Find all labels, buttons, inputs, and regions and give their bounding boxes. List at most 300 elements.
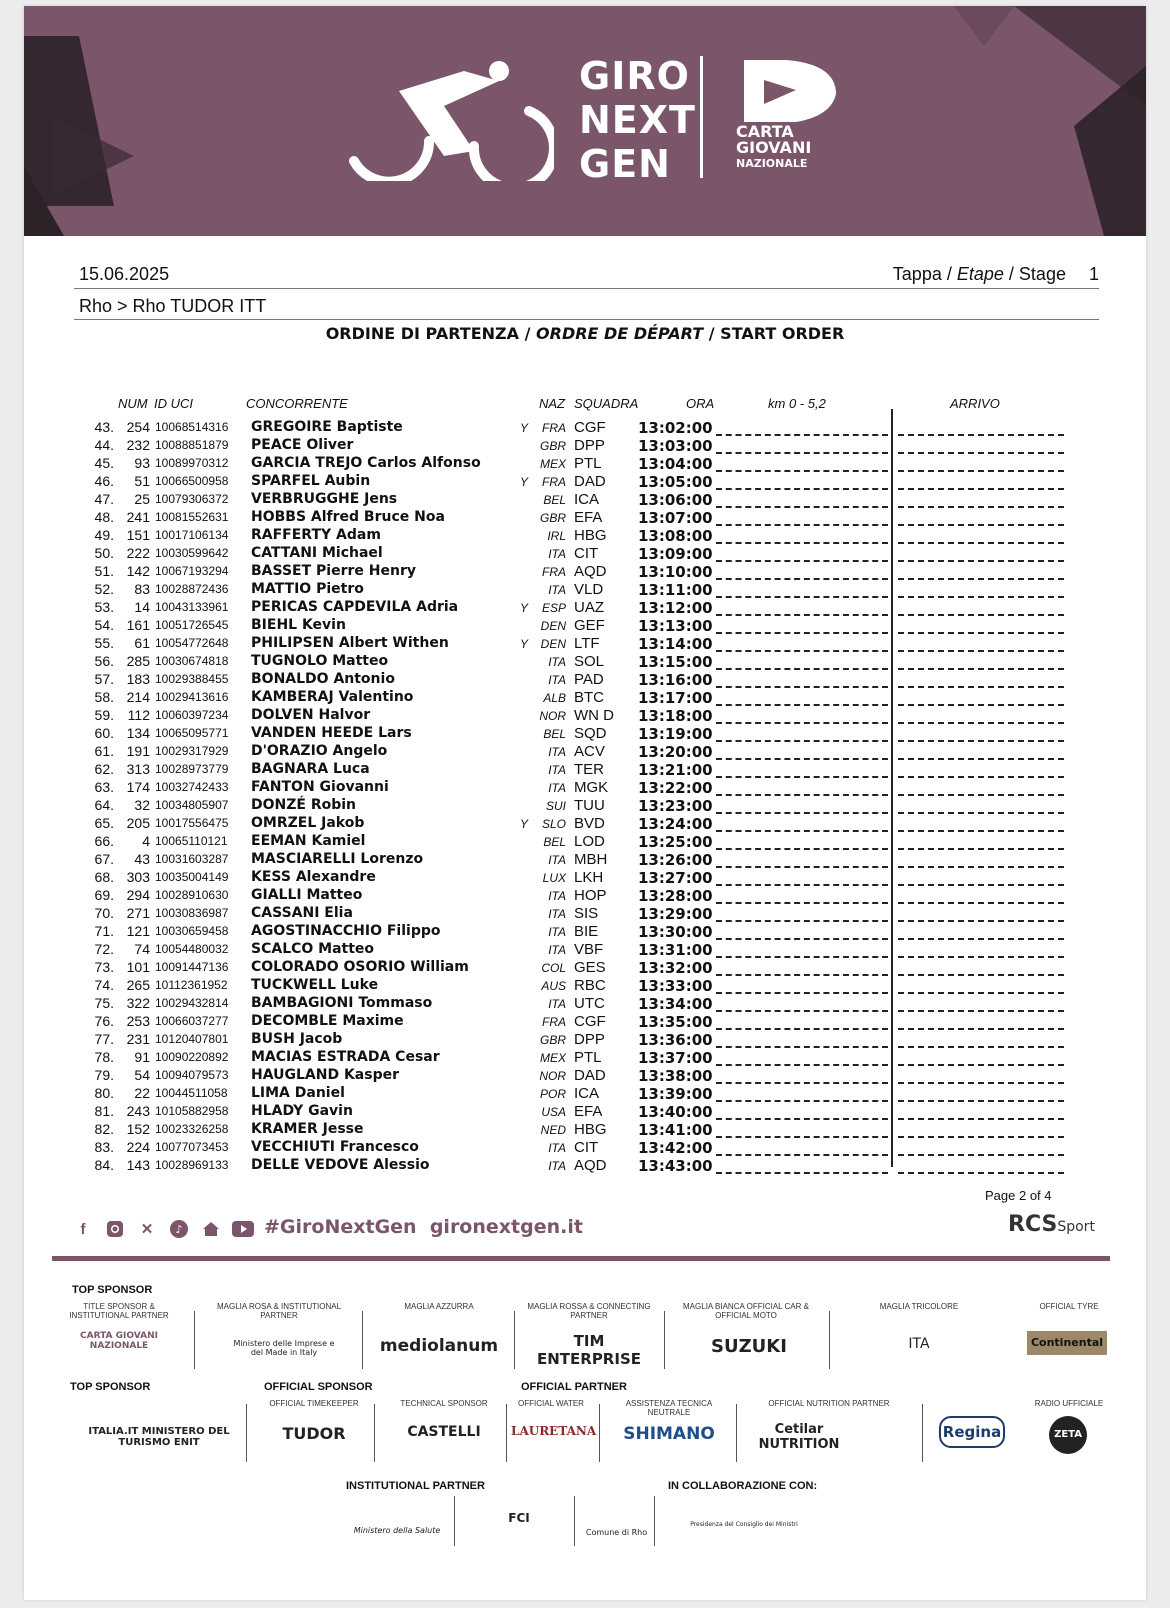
arrival-time-blank [898,830,1064,832]
rider-nationality: ITA [548,583,566,597]
rider-position: 71. [94,923,114,939]
km-time-blank [716,722,888,724]
rider-start-time: 13:10:00 [638,563,713,581]
rider-uci-id: 10028872436 [155,582,229,596]
rider-row [24,887,1146,905]
rider-uci-id: 10034805907 [155,798,229,812]
stage-label-fr: Etape [956,264,1004,284]
rider-start-time: 13:09:00 [638,545,713,563]
rider-uci-id: 10017556475 [155,816,229,830]
km-time-blank [716,740,888,742]
rider-start-time: 13:33:00 [638,977,713,995]
carta-giovani-logo-icon [736,54,841,126]
rider-name: EEMAN Kamiel [251,833,366,849]
arrival-time-blank [898,992,1064,994]
rider-bib: 222 [126,545,150,561]
rider-position: 64. [94,797,114,813]
rider-position: 79. [94,1067,114,1083]
rider-bib: 22 [134,1085,150,1101]
rider-name: CATTANI Michael [251,545,383,561]
col-nat: NAZ [539,396,565,411]
rider-row [24,563,1146,581]
rider-row [24,1121,1146,1139]
rider-team: DPP [574,437,605,454]
arrival-time-blank [898,794,1064,796]
rider-name: PERICAS CAPDEVILA Adria [251,599,459,615]
km-time-blank [716,1046,888,1048]
rider-start-time: 13:17:00 [638,689,713,707]
rider-nationality: SUI [545,799,566,813]
rider-nationality: ITA [548,925,566,939]
rider-row [24,959,1146,977]
rider-nationality: BEL [543,727,566,741]
race-date: 15.06.2025 [79,264,170,284]
arrival-time-blank [898,740,1064,742]
rider-row [24,761,1146,779]
rider-nationality: ITA [548,763,566,777]
km-time-blank [716,452,888,454]
rider-team: AQD [574,563,607,580]
rider-start-time: 13:03:00 [638,437,713,455]
rider-bib: 205 [126,815,150,831]
partner-fci: FCI [508,1511,530,1525]
km-time-blank [716,794,888,796]
rider-start-time: 13:42:00 [638,1139,713,1157]
arrival-time-blank [898,1154,1064,1156]
rider-position: 80. [94,1085,114,1101]
km-time-blank [716,884,888,886]
rider-start-time: 13:32:00 [638,959,713,977]
rider-start-time: 13:22:00 [638,779,713,797]
km-time-blank [716,668,888,670]
youtube-icon[interactable] [232,1218,254,1240]
rider-uci-id: 10105882958 [155,1104,229,1118]
km-time-blank [716,470,888,472]
young-rider-flag: Y [520,601,529,615]
rider-nationality: FRA [542,475,566,489]
tiktok-icon[interactable] [168,1218,190,1240]
sponsor-mediolanum: mediolanum [379,1336,499,1356]
institutional-partner-heading: INSTITUTIONAL PARTNER [346,1480,485,1492]
rider-start-time: 13:08:00 [638,527,713,545]
rider-row [24,905,1146,923]
banner [24,6,1146,236]
rider-team: BTC [574,689,604,706]
rider-name: VERBRUGGHE Jens [251,491,398,507]
rider-bib: 61 [134,635,150,651]
young-rider-flag: Y [520,817,529,831]
rider-position: 43. [94,419,114,435]
rider-uci-id: 10028910630 [155,888,229,902]
rider-start-time: 13:41:00 [638,1121,713,1139]
arrival-time-blank [898,1172,1064,1174]
km-time-blank [716,1028,888,1030]
rider-team: VBF [574,941,604,958]
rider-name: TUGNOLO Matteo [251,653,389,669]
rider-row [24,1157,1146,1175]
rider-name: D'ORAZIO Angelo [251,743,388,759]
rider-nationality: FRA [542,1015,566,1029]
km-time-blank [716,632,888,634]
rider-row [24,545,1146,563]
official-sponsor-heading: OFFICIAL SPONSOR [264,1381,373,1393]
rider-team: UAZ [574,599,604,616]
col-time: ORA [686,396,715,411]
km-time-blank [716,704,888,706]
sponsor-tudor: TUDOR [282,1424,346,1443]
rider-start-time: 13:12:00 [638,599,713,617]
arrival-time-blank [898,776,1064,778]
x-icon[interactable]: ✕ [140,1221,154,1238]
km-time-blank [716,812,888,814]
rider-start-time: 13:40:00 [638,1103,713,1121]
partner-ministero-salute: Ministero della Salute [353,1526,441,1535]
brand-wordmark [579,54,696,186]
rider-start-time: 13:21:00 [638,761,713,779]
rider-uci-id: 10112361952 [155,978,228,992]
rider-start-time: 13:18:00 [638,707,713,725]
rider-nationality: ITA [548,907,566,921]
rider-team: BIE [574,923,599,940]
rider-uci-id: 10067193294 [155,564,229,578]
cyclist-logo-icon [324,51,554,181]
sponsor-role: OFFICIAL TYRE [1039,1302,1099,1311]
rider-bib: 134 [126,725,150,741]
rider-name: SPARFEL Aubin [251,473,371,489]
rider-name: GIALLI Matteo [251,887,363,903]
rider-bib: 142 [126,563,150,579]
brand-line: GEN [579,142,671,186]
rider-bib: 152 [126,1121,150,1137]
rider-name: DECOMBLE Maxime [251,1013,404,1029]
rider-bib: 214 [126,689,150,705]
km-time-blank [716,758,888,760]
rider-bib: 224 [126,1139,150,1155]
carta-giovani-text [736,124,811,172]
rider-nationality: DEN [540,637,566,651]
rider-team: CGF [574,1013,606,1030]
rider-nationality: ITA [548,1141,566,1155]
carta-line: GIOVANI [736,138,812,157]
rider-bib: 313 [126,761,150,777]
rider-name: SCALCO Matteo [251,941,375,957]
stage-label [893,264,1099,285]
rider-uci-id: 10023326258 [155,1122,229,1136]
rider-start-time: 13:30:00 [638,923,713,941]
rider-nationality: BEL [543,835,566,849]
rider-name: VANDEN HEEDE Lars [251,725,412,741]
arrival-time-blank [898,704,1064,706]
rider-position: 54. [94,617,114,633]
rider-team: SOL [574,653,605,670]
rider-bib: 285 [126,653,150,669]
rider-position: 76. [94,1013,114,1029]
rider-start-time: 13:27:00 [638,869,713,887]
rider-uci-id: 10017106134 [155,528,229,542]
sponsor-tim: TIM ENTERPRISE [536,1332,641,1368]
km-time-blank [716,596,888,598]
rider-position: 75. [94,995,114,1011]
rider-team: PAD [574,671,604,688]
rider-name: MASCIARELLI Lorenzo [251,851,424,867]
rider-team: HBG [574,527,607,544]
rider-start-time: 13:07:00 [638,509,713,527]
rider-row [24,1049,1146,1067]
rider-start-time: 13:35:00 [638,1013,713,1031]
rider-nationality: ITA [548,781,566,795]
sponsor-role: RADIO UFFICIALE [1034,1399,1104,1408]
rider-row [24,923,1146,941]
sponsor-role: MAGLIA TRICOLORE [879,1302,959,1311]
sponsor-role: OFFICIAL WATER [518,1399,584,1408]
rider-row [24,977,1146,995]
rider-nationality: ITA [548,997,566,1011]
rider-nationality: SLO [541,817,566,831]
rider-uci-id: 10060397234 [155,708,229,722]
rider-bib: 43 [134,851,150,867]
footer-band [52,1256,1110,1261]
rider-name: MATTIO Pietro [251,581,364,597]
rider-start-time: 13:15:00 [638,653,713,671]
km-time-blank [716,1118,888,1120]
rider-team: GES [574,959,606,976]
rider-row [24,851,1146,869]
arrival-time-blank [898,668,1064,670]
rider-team: AQD [574,1157,607,1174]
title-en: / START ORDER [708,324,845,343]
arrival-time-blank [898,866,1064,868]
rider-name: GARCIA TREJO Carlos Alfonso [251,455,481,471]
rider-row [24,1139,1146,1157]
rider-row [24,491,1146,509]
rider-uci-id: 10094079573 [155,1068,229,1082]
rider-team: DAD [574,1067,606,1084]
arrival-time-blank [898,1028,1064,1030]
rider-bib: 253 [126,1013,150,1029]
stage-label-it: Tappa / [892,264,952,284]
rider-uci-id: 10031603287 [155,852,229,866]
rider-team: LOD [574,833,605,850]
rider-name: HOBBS Alfred Bruce Noa [251,509,445,525]
rider-position: 67. [94,851,114,867]
rider-bib: 74 [134,941,150,957]
rider-row [24,833,1146,851]
sponsor-separator [829,1311,830,1369]
rider-position: 46. [94,473,114,489]
rider-row [24,617,1146,635]
rider-row [24,473,1146,491]
rider-nationality: POR [539,1087,566,1101]
rider-bib: 265 [126,977,150,993]
document-title [24,324,1146,343]
rider-uci-id: 10029432814 [155,996,229,1010]
arrival-time-blank [898,470,1064,472]
sponsor-separator [664,1311,665,1369]
rider-nationality: ITA [548,673,566,687]
rcs-sport-logo [1008,1212,1095,1237]
rider-position: 62. [94,761,114,777]
rider-name: DOLVEN Halvor [251,707,371,723]
rider-name: HAUGLAND Kasper [251,1067,399,1083]
col-rider: CONCORRENTE [246,396,348,411]
arrival-time-blank [898,848,1064,850]
rider-start-time: 13:43:00 [638,1157,713,1175]
rider-start-time: 13:25:00 [638,833,713,851]
rider-uci-id: 10081552631 [155,510,229,524]
rider-bib: 143 [126,1157,150,1173]
km-time-blank [716,524,888,526]
rider-name: BIEHL Kevin [251,617,346,633]
km-time-blank [716,1064,888,1066]
km-time-blank [716,776,888,778]
rider-start-time: 13:02:00 [638,419,713,437]
rider-position: 70. [94,905,114,921]
official-partner-heading: OFFICIAL PARTNER [521,1381,627,1393]
rider-uci-id: 10030659458 [155,924,229,938]
sponsor-castelli: CASTELLI [407,1424,481,1440]
rider-name: TUCKWELL Luke [251,977,379,993]
rider-team: CGF [574,419,606,436]
rider-row [24,941,1146,959]
rider-row [24,869,1146,887]
arrival-time-blank [898,488,1064,490]
rider-uci-id: 10068514316 [155,420,229,434]
sponsor-separator [574,1496,575,1546]
rider-name: KESS Alexandre [251,869,376,885]
rider-row [24,797,1146,815]
rider-bib: 25 [134,491,150,507]
rider-position: 60. [94,725,114,741]
rider-start-time: 13:34:00 [638,995,713,1013]
rider-nationality: FRA [542,421,566,435]
brand-divider [700,56,703,178]
sponsor-lauretana: LAURETANA [511,1424,597,1438]
rider-position: 56. [94,653,114,669]
rider-start-time: 13:28:00 [638,887,713,905]
sponsor-shimano: SHIMANO [623,1424,715,1444]
km-time-blank [716,992,888,994]
rider-row [24,1013,1146,1031]
km-time-blank [716,488,888,490]
rider-nationality: ITA [548,655,566,669]
rider-bib: 243 [126,1103,150,1119]
rider-start-time: 13:38:00 [638,1067,713,1085]
brand-line: GIRO [579,54,690,98]
hashtag-line [264,1216,583,1238]
rider-start-time: 13:37:00 [638,1049,713,1067]
km-time-blank [716,542,888,544]
rider-team: ACV [574,743,605,760]
rider-start-time: 13:36:00 [638,1031,713,1049]
arrival-time-blank [898,812,1064,814]
rider-row [24,1103,1146,1121]
carta-line: CARTA [736,122,794,141]
rider-nationality: AUS [541,979,566,993]
rider-start-time: 13:39:00 [638,1085,713,1103]
km-time-blank [716,650,888,652]
partner-presidenza: Presidenza del Consiglio dei Ministri [690,1521,798,1528]
social-icons [72,1214,254,1244]
instagram-icon[interactable] [104,1218,126,1240]
rider-position: 81. [94,1103,114,1119]
sponsor-role: TECHNICAL SPONSOR [400,1399,488,1408]
rider-uci-id: 10077073453 [155,1140,229,1154]
rider-uci-id: 10120407801 [155,1032,229,1046]
rider-name: MACIAS ESTRADA Cesar [251,1049,440,1065]
rider-row [24,419,1146,437]
rcs-suffix: Sport [1057,1219,1095,1235]
rider-uci-id: 10066037277 [155,1014,229,1028]
rider-start-time: 13:20:00 [638,743,713,761]
rider-nationality: MEX [539,1051,566,1065]
rider-name: VECCHIUTI Francesco [251,1139,419,1155]
rider-name: PHILIPSEN Albert Withen [251,635,449,651]
website-link[interactable]: gironextgen.it [429,1216,583,1238]
rider-start-time: 13:06:00 [638,491,713,509]
rider-name: HLADY Gavin [251,1103,353,1119]
rider-row [24,527,1146,545]
rider-name: AGOSTINACCHIO Filippo [251,923,441,939]
title-it: ORDINE DI PARTENZA / [325,324,531,343]
rider-nationality: LUX [542,871,566,885]
arrival-time-blank [898,722,1064,724]
top-sponsor-heading: TOP SPONSOR [70,1381,151,1393]
rider-position: 74. [94,977,114,993]
stage-number: 1 [1088,264,1099,284]
facebook-icon[interactable]: f [80,1220,86,1238]
rider-row [24,1085,1146,1103]
rider-name: BAMBAGIONI Tommaso [251,995,433,1011]
rider-nationality: NOR [539,709,566,723]
arrival-time-blank [898,686,1064,688]
hashtag: #GiroNextGen [264,1216,417,1238]
rider-team: WN D [574,707,614,724]
rider-name: PEACE Oliver [251,437,354,453]
rider-position: 73. [94,959,114,975]
rider-name: DELLE VEDOVE Alessio [251,1157,430,1173]
rider-team: TER [574,761,604,778]
rider-position: 63. [94,779,114,795]
sponsor-carta-giovani: CARTA GIOVANI NAZIONALE [80,1331,158,1351]
rider-position: 55. [94,635,114,651]
arrival-time-blank [898,632,1064,634]
sponsor-regina: Regina [939,1416,1005,1448]
young-rider-flag: Y [520,637,529,651]
sponsor-separator [506,1404,507,1462]
rider-bib: 83 [134,581,150,597]
rider-uci-id: 10054772648 [155,636,229,650]
home-icon[interactable] [200,1218,222,1240]
arrival-time-blank [898,956,1064,958]
rider-uci-id: 10066500958 [155,474,229,488]
rider-position: 83. [94,1139,114,1155]
sponsor-separator [922,1404,923,1462]
arrival-time-blank [898,974,1064,976]
rider-team: LKH [574,869,604,886]
col-id-uci: ID UCI [154,396,193,411]
date-stage-row [79,264,1099,285]
rider-nationality: NED [540,1123,566,1137]
rider-uci-id: 10079306372 [155,492,229,506]
rider-row [24,1031,1146,1049]
rider-position: 72. [94,941,114,957]
arrival-time-blank [898,920,1064,922]
rider-nationality: USA [541,1105,566,1119]
rider-team: BVD [574,815,605,832]
rider-team: VLD [574,581,604,598]
page-number: Page 2 of 4 [985,1188,1052,1203]
arrival-time-blank [898,902,1064,904]
